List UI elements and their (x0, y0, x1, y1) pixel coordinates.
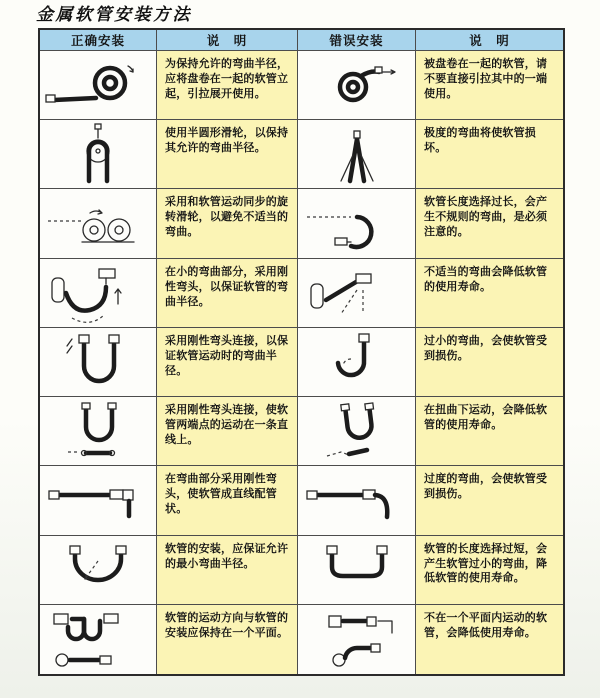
straight-run-rigid-elbow-icon (42, 469, 154, 531)
extreme-bend-icon (301, 123, 413, 185)
rigid-elbow-small-bend-icon (42, 262, 154, 324)
excessive-corner-bend-icon (301, 469, 413, 531)
minimum-bend-radius-u-icon (42, 539, 154, 601)
motion-in-one-plane-icon (42, 608, 154, 670)
correct-explanation: 软管的运动方向与软管的安装应保持在一个平面。 (157, 605, 298, 674)
too-short-flat-bend-icon (301, 539, 413, 601)
page-title: 金属软管安装方法 (36, 5, 192, 25)
correct-illustration-cell (40, 120, 157, 189)
installation-table (38, 28, 565, 676)
correct-explanation: 软管的安装，应保证允许的最小弯曲半径。 (157, 536, 298, 605)
wrong-illustration-cell (298, 605, 416, 674)
header-correct-note: 说 明 (157, 30, 298, 51)
header-wrong-install: 错误安装 (298, 30, 416, 51)
wrong-explanation: 软管的长度选择过短，会产生软管过小的弯曲，降低软管的使用寿命。 (416, 536, 563, 605)
u-loop-straight-line-motion-icon (42, 400, 154, 462)
wrong-explanation: 过小的弯曲，会使软管受到损伤。 (416, 328, 563, 397)
rotating-pulleys-icon (42, 193, 154, 255)
correct-illustration-cell (40, 189, 157, 258)
u-loop-rigid-elbow-icon (42, 331, 154, 393)
wrong-explanation: 软管长度选择过长，会产生不规则的弯曲，是必须注意的。 (416, 189, 563, 258)
correct-explanation: 在小的弯曲部分，采用刚性弯头，以保证软管的弯曲半径。 (157, 259, 298, 328)
wrong-illustration-cell (298, 397, 416, 466)
wrong-illustration-cell (298, 51, 416, 120)
out-of-plane-motion-icon (301, 608, 413, 670)
correct-illustration-cell (40, 466, 157, 535)
correct-explanation: 采用刚性弯头连接，使软管两端点的运动在一条直线上。 (157, 397, 298, 466)
correct-illustration-cell (40, 259, 157, 328)
too-small-bend-hook-icon (301, 331, 413, 393)
coiled-hose-unrolled-icon (42, 54, 154, 116)
irregular-loop-icon (301, 193, 413, 255)
correct-explanation: 使用半圆形滑轮，以保持其允许的弯曲半径。 (157, 120, 298, 189)
twisted-motion-icon (301, 400, 413, 462)
header-wrong-note: 说 明 (416, 30, 563, 51)
wrong-illustration-cell (298, 536, 416, 605)
wrong-explanation: 极度的弯曲将使软管损坏。 (416, 120, 563, 189)
semicircular-pulley-icon (42, 123, 154, 185)
correct-illustration-cell (40, 328, 157, 397)
coil-pulled-from-end-icon (301, 54, 413, 116)
wrong-illustration-cell (298, 259, 416, 328)
wrong-explanation: 不在一个平面内运动的软管，会降低使用寿命。 (416, 605, 563, 674)
correct-explanation: 采用和软管运动同步的旋转滑轮，以避免不适当的弯曲。 (157, 189, 298, 258)
wrong-explanation: 不适当的弯曲会降低软管的使用寿命。 (416, 259, 563, 328)
correct-explanation: 为保持允许的弯曲半径，应将盘卷在一起的软管立起，引拉展开使用。 (157, 51, 298, 120)
correct-illustration-cell (40, 605, 157, 674)
correct-illustration-cell (40, 536, 157, 605)
correct-illustration-cell (40, 51, 157, 120)
wrong-illustration-cell (298, 120, 416, 189)
wrong-explanation: 在扭曲下运动，会降低软管的使用寿命。 (416, 397, 563, 466)
wrong-explanation: 被盘卷在一起的软管，请不要直接引拉其中的一端使用。 (416, 51, 563, 120)
correct-explanation: 在弯曲部分采用刚性弯头，使软管成直线配管状。 (157, 466, 298, 535)
correct-illustration-cell (40, 397, 157, 466)
wrong-illustration-cell (298, 466, 416, 535)
wrong-explanation: 过度的弯曲，会使软管受到损伤。 (416, 466, 563, 535)
header-correct-install: 正确安装 (40, 30, 157, 51)
wrong-illustration-cell (298, 328, 416, 397)
wrong-illustration-cell (298, 189, 416, 258)
correct-explanation: 采用刚性弯头连接，以保证软管运动时的弯曲半径。 (157, 328, 298, 397)
improper-bend-icon (301, 262, 413, 324)
